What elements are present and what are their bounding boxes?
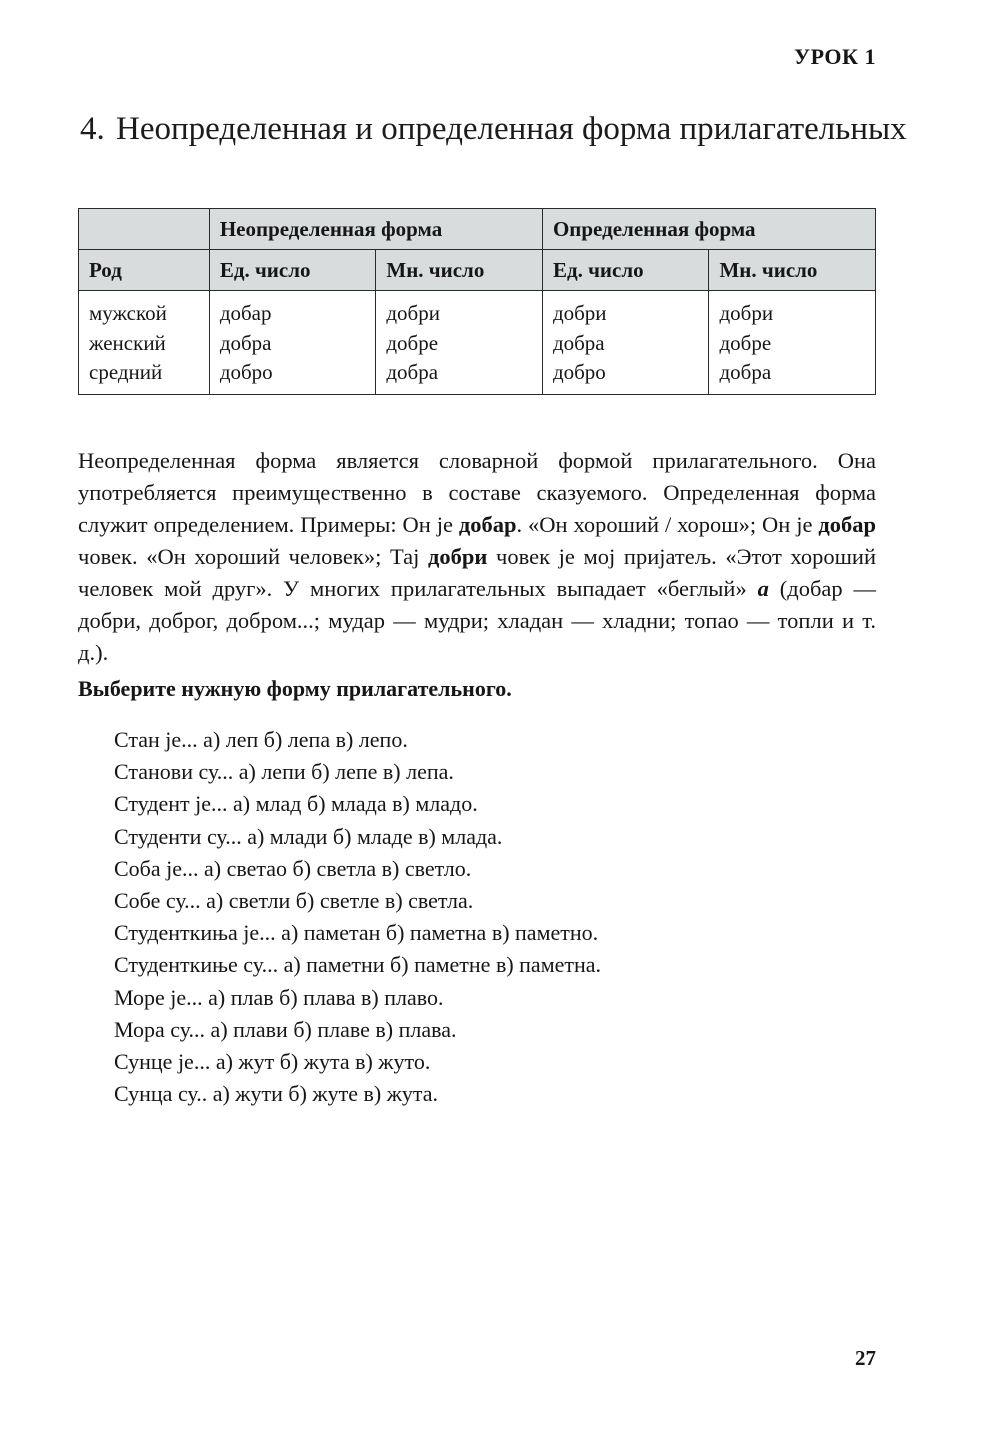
table-cell: женский — [89, 330, 166, 355]
table-cell: добре — [719, 330, 772, 355]
exercise-item: Соба је... а) светао б) светла в) светло. — [114, 855, 472, 881]
column-header-indef-plural: Мн. число — [376, 250, 543, 291]
column-header-def-singular: Ед. число — [542, 250, 709, 291]
table-cell: добри — [386, 301, 440, 325]
example-word: добар — [818, 511, 876, 537]
paragraph-text: . «Он хороший / хорош»; Он је — [516, 511, 819, 537]
def-singular-cell — [542, 291, 709, 395]
table-cell: добри — [719, 301, 774, 325]
exercise-item: Сунца су.. а) жути б) жуте в) жута. — [114, 1081, 439, 1107]
exercise-item: Студенткиња је... а) паметан б) паметна в) паметно. — [114, 920, 599, 946]
exercise-item: Станови су... а) лепи б) лепе в) лепа. — [114, 759, 454, 785]
lesson-header: УРОК 1 — [793, 44, 876, 69]
column-header-indef-singular: Ед. число — [209, 250, 376, 291]
exercise-item: Мора су... а) плави б) плаве в) плава. — [114, 1016, 457, 1042]
table-cell: добра — [386, 360, 439, 384]
table-cell: добри — [552, 301, 607, 325]
exercise-item: Собе су... а) светли б) светле в) светла. — [114, 888, 474, 914]
table-cell: добра — [552, 330, 605, 355]
table-cell: добро — [219, 360, 273, 384]
section-number: 4. — [80, 111, 105, 147]
group-header-indefinite: Неопределенная форма — [209, 209, 542, 250]
def-plural-cell — [709, 291, 876, 395]
paragraph-text: човек је мој пријатељ. «Этот хороший человек мой друг». У многих прилагательных выпадает «беглый» — [78, 543, 876, 601]
table-cell: мужской — [89, 301, 167, 325]
column-header-gender: Род — [79, 250, 210, 291]
table-cell: средний — [89, 360, 163, 384]
paragraph-text: Неопределенная форма является словарной формой прилагательного. Она употребляется преимущественно в составе сказуемого. Определенная форма служит определением. Примеры: Он је — [78, 447, 876, 537]
page-number: 27 — [855, 1346, 876, 1370]
table-cell: добра — [219, 330, 272, 355]
table-corner-cell — [79, 209, 210, 250]
gender-cell — [79, 291, 210, 395]
section-title — [80, 108, 920, 150]
task-instruction: Выберите нужную форму прилагательного. — [78, 676, 512, 701]
example-word: добри — [428, 543, 488, 569]
table-cell: добре — [386, 330, 439, 355]
exercise-item: Студент је... а) млад б) млада в) младо. — [114, 791, 478, 817]
column-header-def-plural: Мн. число — [709, 250, 876, 291]
table-sub-header-row — [79, 250, 876, 291]
adjective-forms-table — [78, 208, 876, 395]
explanation-paragraph — [78, 445, 876, 669]
table-cell: добра — [719, 360, 772, 384]
table-cell: добар — [219, 301, 272, 325]
paragraph-text: (добар — добри, доброг, добром...; мудар — мудри; хладан — хладни; топао — топли и т. д.). — [78, 575, 877, 665]
section-title-text: Неопределенная и определенная форма прилагательных — [116, 111, 907, 147]
indef-singular-cell — [209, 291, 376, 395]
exercise-list — [114, 724, 601, 1110]
indef-plural-cell — [376, 291, 543, 395]
table-cell: добро — [552, 360, 606, 384]
exercise-item: Студенткиње су... а) паметни б) паметне в) паметна. — [114, 952, 602, 978]
exercise-item: Море је... а) плав б) плава в) плаво. — [114, 984, 444, 1010]
exercise-item: Студенти су... а) млади б) младе в) млада. — [114, 823, 503, 849]
exercise-item: Сунце је... а) жут б) жута в) жуто. — [114, 1049, 431, 1075]
exercise-item: Стан је... а) леп б) лепа в) лепо. — [114, 727, 408, 752]
paragraph-text: човек. «Он хороший человек»; Тај — [78, 543, 429, 569]
fleeting-vowel: а — [757, 575, 769, 601]
group-header-definite: Определенная форма — [542, 209, 875, 250]
example-word: добар — [458, 511, 517, 537]
table-body-row — [79, 291, 876, 395]
table-group-header-row — [79, 209, 876, 250]
